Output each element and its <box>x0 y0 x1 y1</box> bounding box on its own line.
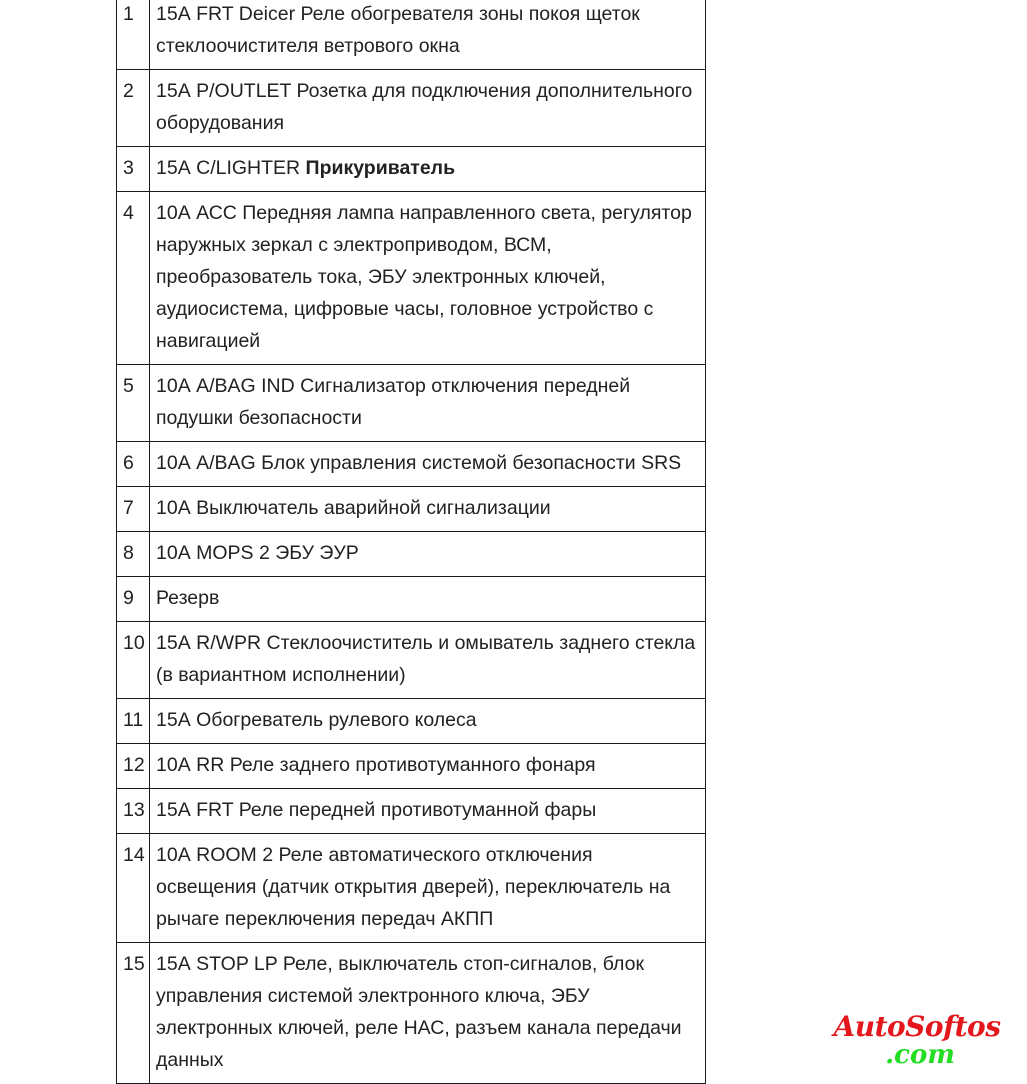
fuse-description-text: 15А C/LIGHTER <box>156 157 306 179</box>
fuse-description-cell <box>150 147 706 192</box>
table-row <box>117 577 706 622</box>
watermark-logo <box>822 1012 1012 1068</box>
table-row <box>117 622 706 699</box>
fuse-number-cell: 2 <box>117 70 150 147</box>
fuse-description-text: 15А P/OUTLET Розетка для подключения дополнительного оборудования <box>156 80 693 134</box>
fuse-number-cell: 11 <box>117 699 150 744</box>
fuse-number-cell: 10 <box>117 622 150 699</box>
fuse-description-text: 10А Выключатель аварийной сигнализации <box>156 497 551 519</box>
fuse-description-cell <box>150 744 706 789</box>
fuse-number-cell: 15 <box>117 943 150 1084</box>
table-row <box>117 744 706 789</box>
fuse-description-cell <box>150 365 706 442</box>
table-row <box>117 487 706 532</box>
fuse-number-cell: 9 <box>117 577 150 622</box>
fuse-description-cell <box>150 532 706 577</box>
fuse-number-cell: 12 <box>117 744 150 789</box>
fuse-description-text: 10А MOPS 2 ЭБУ ЭУР <box>156 542 359 564</box>
fuse-description-cell <box>150 699 706 744</box>
fuse-description-cell <box>150 943 706 1084</box>
fuse-number-cell: 4 <box>117 192 150 365</box>
fuse-number-cell: 8 <box>117 532 150 577</box>
fuse-description-cell <box>150 789 706 834</box>
fuse-table-body <box>117 0 706 1084</box>
fuse-description-text: 15А FRT Deicer Реле обогревателя зоны покоя щеток стеклоочистителя ветрового окна <box>156 3 640 57</box>
table-row <box>117 70 706 147</box>
watermark-main-text: AutoSoftos <box>833 1010 1001 1043</box>
fuse-description-cell <box>150 487 706 532</box>
fuse-description-text: 15А Обогреватель рулевого колеса <box>156 709 477 731</box>
fuse-description-cell <box>150 192 706 365</box>
fuse-description-text: 15А R/WPR Стеклоочиститель и омыватель заднего стекла (в вариантном исполнении) <box>156 632 696 686</box>
fuse-number-cell: 3 <box>117 147 150 192</box>
table-row <box>117 0 706 70</box>
fuse-number-cell: 7 <box>117 487 150 532</box>
fuse-description-text: 15А STOP LP Реле, выключатель стоп-сигналов, блок управления системой электронного ключа, ЭБУ электронных ключей, реле НАС, разъем канала передачи данных <box>156 953 682 1071</box>
fuse-description-bold-text: Прикуриватель <box>305 157 456 179</box>
fuse-table <box>116 0 706 1084</box>
fuse-description-text: 10А ROOM 2 Реле автоматического отключения освещения (датчик открытия дверей), переключатель на рычаге переключения передач АКПП <box>156 844 671 930</box>
fuse-description-text: 10А A/BAG IND Сигнализатор отключения передней подушки безопасности <box>156 375 631 429</box>
table-row <box>117 532 706 577</box>
fuse-description-text: 10А АСС Передняя лампа направленного света, регулятор наружных зеркал с электроприводом, ВСМ, преобразователь тока, ЭБУ электронных ключей, аудиосистема, цифровые часы, головное устройство с навигацией <box>156 202 692 352</box>
fuse-number-cell: 1 <box>117 0 150 70</box>
table-row <box>117 943 706 1084</box>
table-row <box>117 699 706 744</box>
fuse-description-text: 15А FRT Реле передней противотуманной фары <box>156 799 597 821</box>
fuse-description-text: 10А RR Реле заднего противотуманного фонаря <box>156 754 596 776</box>
table-row <box>117 147 706 192</box>
fuse-description-cell <box>150 622 706 699</box>
fuse-description-cell <box>150 0 706 70</box>
watermark-domain-text: .com <box>885 1040 955 1070</box>
fuse-description-cell <box>150 70 706 147</box>
table-row <box>117 789 706 834</box>
fuse-number-cell: 14 <box>117 834 150 943</box>
fuse-description-cell <box>150 442 706 487</box>
fuse-number-cell: 5 <box>117 365 150 442</box>
table-row <box>117 442 706 487</box>
table-row <box>117 834 706 943</box>
table-row <box>117 365 706 442</box>
fuse-description-text: Резерв <box>156 587 220 609</box>
fuse-number-cell: 13 <box>117 789 150 834</box>
fuse-number-cell: 6 <box>117 442 150 487</box>
table-row <box>117 192 706 365</box>
fuse-description-text: 10А A/BAG Блок управления системой безопасности SRS <box>156 452 682 474</box>
fuse-description-cell <box>150 577 706 622</box>
fuse-description-cell <box>150 834 706 943</box>
